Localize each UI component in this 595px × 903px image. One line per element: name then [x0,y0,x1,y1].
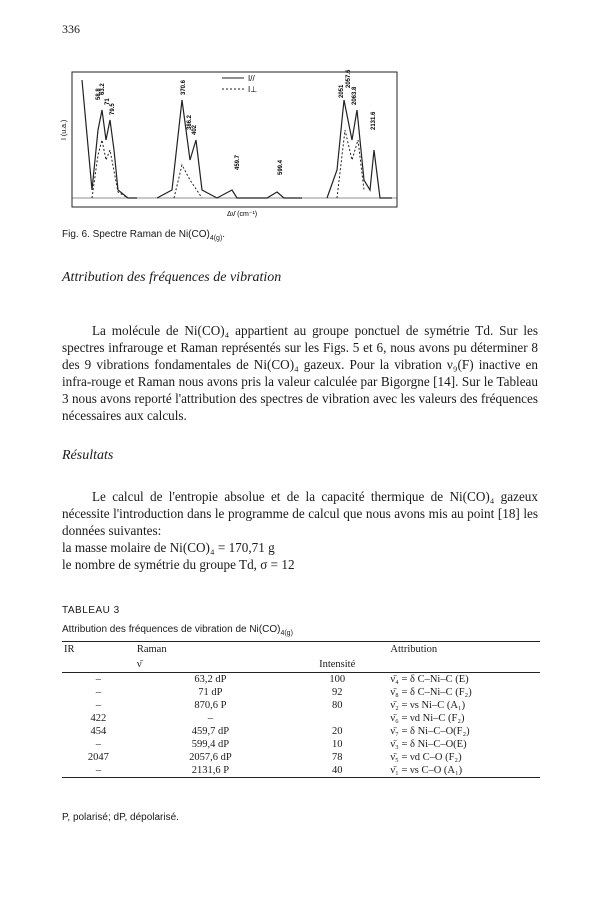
cell-attribution: ν̄₈ = δ C–Ni–C (F₂) [390,687,472,698]
peak-label: 599.4 [278,159,284,175]
cell-raman: 2057,6 dP [189,752,232,763]
cell-ir: – [95,674,102,685]
cell-ir: – [95,739,102,750]
legend-label-perp: I⊥ [248,85,258,94]
cell-ir: 422 [90,713,107,724]
cell-intensite: 10 [331,739,343,750]
cell-raman: 599,4 dP [191,739,230,750]
table-title: TABLEAU 3 [62,605,120,616]
table-row [62,738,540,751]
cell-intensite [286,712,388,725]
molar-mass-line: la masse molaire de Ni(CO)₄ = 170,71 g [62,540,275,555]
table-row [62,699,540,712]
peak-label: 2051 [339,84,345,98]
spectrum-parallel [82,80,392,198]
table-row [62,725,540,738]
cell-attribution: ν̄₂ = νs Ni–C (A₁) [390,700,466,711]
peak-label: 370.6 [181,79,187,95]
col-ir: IR [64,644,75,655]
cell-intensite: 80 [331,700,343,711]
cell-intensite: 78 [331,752,343,763]
section-heading-attribution: Attribution des fréquences de vibration [62,270,282,285]
figure-caption: Fig. 6. Spectre Raman de $Ni(CO)_{4(g)}$. [62,229,226,242]
cell-raman: 459,7 dP [191,726,230,737]
cell-attribution: ν̄₁ = νs C–O (A₁) [390,765,463,776]
cell-ir: 454 [90,726,107,737]
table-row [62,673,540,687]
cell-ir: – [95,765,102,776]
cell-attribution: ν̄₇ = δ Ni–C–O(F₂) [390,726,470,737]
peak-label: 2131.6 [371,111,377,130]
col-nu: ν̄ [136,659,142,670]
cell-attribution: ν̄₆ = νd Ni–C (F₂) [390,713,465,724]
peak-label: 79.5 [110,103,116,115]
cell-intensite: 20 [331,726,343,737]
peak-labels [96,69,377,175]
cell-intensite: 40 [331,765,343,776]
peak-label: 71 [105,98,111,105]
paragraph-resultats: Le calcul de l'entropie absolue et de la capacité thermique de Ni(CO)₄ gazeux nécessite l'introduction dans le programme de calcul que nous avons mis au point [18] les données suivantes: [62,489,538,538]
col-raman: Raman [136,644,167,655]
page-number: 336 [62,22,80,36]
peak-label: 63.2 [100,83,106,95]
legend-label-parallel: I// [248,74,255,83]
cell-ir: – [95,700,102,711]
raman-spectrum-figure [62,70,402,220]
table-row [62,712,540,725]
legend [222,74,257,94]
cell-ir: 2047 [87,752,109,763]
cell-intensite: 92 [331,687,343,698]
peak-label: 459.7 [235,154,241,170]
vibration-table [62,641,540,778]
symmetry-number-line: le nombre de symétrie du groupe Td, σ = 12 [62,557,295,572]
table-caption: Attribution des fréquences de vibration de $Ni(CO)_{4(g)}$ [62,624,293,637]
peak-label: 386.2 [187,114,193,130]
cell-raman: 2131,6 P [191,765,230,776]
peak-label: 58.8 [96,88,102,100]
cell-intensite: 100 [329,674,346,685]
cell-attribution: ν̄₄ = δ C–Ni–C (E) [390,674,469,685]
cell-attribution: ν̄₅ = νd C–O (F₂) [390,752,462,763]
peak-label: 2057.6 [346,69,352,88]
y-axis-label: I (u.a.) [61,119,68,140]
cell-raman: – [207,713,214,724]
spectrum-perpendicular [92,130,364,198]
cell-raman: 870,6 P [194,700,227,711]
cell-raman: 71 dP [198,687,223,698]
paragraph-attribution: La molécule de Ni(CO)₄ appartient au groupe ponctuel de symétrie Td. Sur les spectres infrarouge et Raman représentés sur les Figs. 5 et 6, nous avons pu déterminer 8 des 9 vibrations fondamentales de Ni(CO)₄ gazeux. Pour la vibration ν₉(F) inactive en infra-rouge et Raman nous avons pris la valeur calculée par Bigorgne [14]. Sur le Tableau 3 nous avons reporté l'attribution des spectres de vibration avec les valeurs des fréquences nécessaires aux calculs. [62,323,538,423]
cell-raman: 63,2 dP [194,674,227,685]
table-row [62,764,540,778]
section-heading-resultats: Résultats [62,448,114,463]
table-footnote: P, polarisé; dP, dépolarisé. [62,812,179,823]
table-row [62,686,540,699]
peak-label: 2063.8 [352,86,358,105]
col-intensite: Intensité [319,659,356,670]
x-axis-label: Δν̄ (cm⁻¹) [227,211,258,218]
cell-attribution: ν̄₃ = δ Ni–C–O(E) [390,739,467,750]
cell-ir: – [95,687,102,698]
table-row [62,751,540,764]
col-attribution: Attribution [390,644,438,655]
peak-label: 402 [192,124,198,135]
